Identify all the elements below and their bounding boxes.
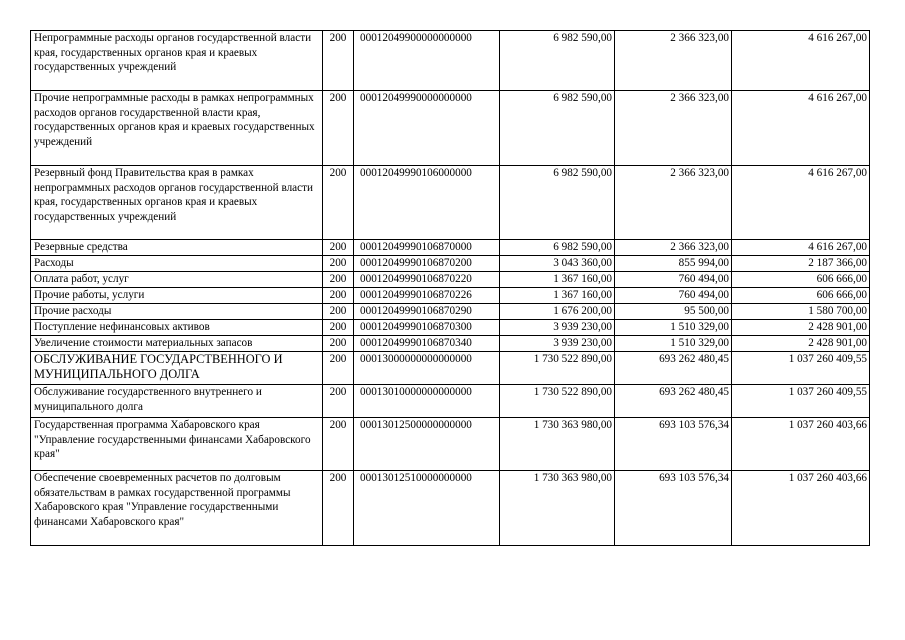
row-name: Резервный фонд Правительства края в рамках непрограммных расходов органов государственной власти края, государственных органов края и краевых государственных учреждений [31, 166, 323, 240]
row-unexecuted: 2 428 901,00 [732, 336, 870, 352]
row-approved: 3 939 230,00 [500, 336, 615, 352]
row-unexecuted: 1 037 260 409,55 [732, 352, 870, 385]
row-name: Прочие работы, услуги [31, 288, 323, 304]
row-approved: 1 676 200,00 [500, 304, 615, 320]
row-approved: 1 730 522 890,00 [500, 385, 615, 418]
row-admin-code: 200 [323, 288, 354, 304]
row-admin-code: 200 [323, 336, 354, 352]
row-budget-code: 00013010000000000000 [354, 385, 500, 418]
row-executed: 2 366 323,00 [615, 31, 732, 91]
row-admin-code: 200 [323, 304, 354, 320]
row-name: Обслуживание государственного внутреннего и муниципального долга [31, 385, 323, 418]
row-budget-code: 00012049990106870000 [354, 240, 500, 256]
table-row [31, 418, 870, 471]
row-unexecuted: 1 037 260 403,66 [732, 471, 870, 546]
row-approved: 1 730 522 890,00 [500, 352, 615, 385]
row-unexecuted: 4 616 267,00 [732, 91, 870, 166]
row-budget-code: 00012049990106870220 [354, 272, 500, 288]
table-row [31, 272, 870, 288]
table-row [31, 288, 870, 304]
row-budget-code: 00012049990106870340 [354, 336, 500, 352]
row-admin-code: 200 [323, 385, 354, 418]
row-budget-code: 00012049990000000000 [354, 91, 500, 166]
table-row [31, 31, 870, 91]
table-row [31, 91, 870, 166]
row-admin-code: 200 [323, 31, 354, 91]
row-executed: 855 994,00 [615, 256, 732, 272]
table-row [31, 166, 870, 240]
row-executed: 95 500,00 [615, 304, 732, 320]
row-approved: 6 982 590,00 [500, 31, 615, 91]
row-name: Непрограммные расходы органов государственной власти края, государственных органов края и краевых государственных учреждений [31, 31, 323, 91]
row-approved: 3 939 230,00 [500, 320, 615, 336]
row-name: Поступление нефинансовых активов [31, 320, 323, 336]
row-unexecuted: 606 666,00 [732, 288, 870, 304]
table-row [31, 471, 870, 546]
row-budget-code: 00012049990106870290 [354, 304, 500, 320]
row-unexecuted: 1 580 700,00 [732, 304, 870, 320]
row-executed: 2 366 323,00 [615, 91, 732, 166]
row-name: Государственная программа Хабаровского края "Управление государственными финансами Хабаровского края" [31, 418, 323, 471]
row-unexecuted: 4 616 267,00 [732, 240, 870, 256]
row-executed: 693 103 576,34 [615, 471, 732, 546]
table-row [31, 385, 870, 418]
row-name: Прочие непрограммные расходы в рамках непрограммных расходов органов государственной власти края, государственных органов края и краевых государственных учреждений [31, 91, 323, 166]
row-executed: 2 366 323,00 [615, 166, 732, 240]
table-row [31, 240, 870, 256]
table-row [31, 304, 870, 320]
row-approved: 1 367 160,00 [500, 288, 615, 304]
row-admin-code: 200 [323, 418, 354, 471]
row-approved: 3 043 360,00 [500, 256, 615, 272]
row-executed: 760 494,00 [615, 288, 732, 304]
row-executed: 693 262 480,45 [615, 385, 732, 418]
row-name: ОБСЛУЖИВАНИЕ ГОСУДАРСТВЕННОГО И МУНИЦИПАЛЬНОГО ДОЛГА [31, 352, 323, 385]
row-admin-code: 200 [323, 320, 354, 336]
row-budget-code: 00013000000000000000 [354, 352, 500, 385]
row-admin-code: 200 [323, 166, 354, 240]
row-unexecuted: 2 187 366,00 [732, 256, 870, 272]
row-executed: 693 103 576,34 [615, 418, 732, 471]
budget-table [30, 30, 870, 546]
row-name: Увеличение стоимости материальных запасов [31, 336, 323, 352]
row-unexecuted: 4 616 267,00 [732, 31, 870, 91]
row-unexecuted: 4 616 267,00 [732, 166, 870, 240]
row-approved: 6 982 590,00 [500, 240, 615, 256]
row-admin-code: 200 [323, 352, 354, 385]
row-budget-code: 00012049990106870226 [354, 288, 500, 304]
row-unexecuted: 1 037 260 409,55 [732, 385, 870, 418]
table-row [31, 336, 870, 352]
row-admin-code: 200 [323, 272, 354, 288]
row-budget-code: 00012049990106870300 [354, 320, 500, 336]
row-name: Прочие расходы [31, 304, 323, 320]
row-approved: 1 367 160,00 [500, 272, 615, 288]
row-name: Обеспечение своевременных расчетов по долговым обязательствам в рамках государственной программы Хабаровского края "Управление государственными финансами Хабаровского края" [31, 471, 323, 546]
row-admin-code: 200 [323, 240, 354, 256]
row-executed: 1 510 329,00 [615, 320, 732, 336]
row-executed: 1 510 329,00 [615, 336, 732, 352]
row-budget-code: 00012049990106870200 [354, 256, 500, 272]
row-admin-code: 200 [323, 256, 354, 272]
row-unexecuted: 606 666,00 [732, 272, 870, 288]
row-admin-code: 200 [323, 471, 354, 546]
row-approved: 6 982 590,00 [500, 91, 615, 166]
row-name: Оплата работ, услуг [31, 272, 323, 288]
row-approved: 1 730 363 980,00 [500, 418, 615, 471]
table-row [31, 320, 870, 336]
row-budget-code: 00012049900000000000 [354, 31, 500, 91]
table-row [31, 256, 870, 272]
row-executed: 693 262 480,45 [615, 352, 732, 385]
row-executed: 760 494,00 [615, 272, 732, 288]
row-budget-code: 00013012510000000000 [354, 471, 500, 546]
table-row [31, 352, 870, 385]
row-admin-code: 200 [323, 91, 354, 166]
row-budget-code: 00013012500000000000 [354, 418, 500, 471]
row-executed: 2 366 323,00 [615, 240, 732, 256]
row-approved: 1 730 363 980,00 [500, 471, 615, 546]
row-unexecuted: 2 428 901,00 [732, 320, 870, 336]
row-unexecuted: 1 037 260 403,66 [732, 418, 870, 471]
row-name: Резервные средства [31, 240, 323, 256]
row-name: Расходы [31, 256, 323, 272]
row-budget-code: 00012049990106000000 [354, 166, 500, 240]
row-approved: 6 982 590,00 [500, 166, 615, 240]
